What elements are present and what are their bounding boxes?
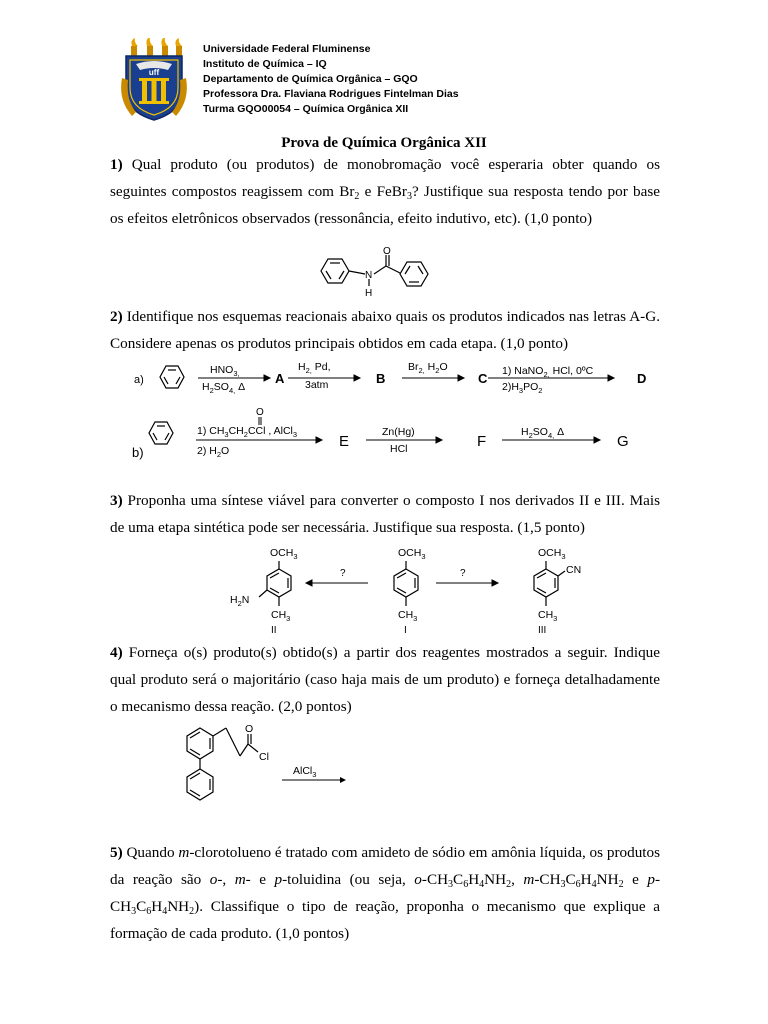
- header-class: Turma GQO00054 – Química Orgânica XII: [203, 103, 409, 115]
- exam-title: Prova de Química Orgânica XII: [281, 135, 487, 151]
- compound-I-label: I: [404, 625, 407, 636]
- compound-II-label: II: [271, 625, 277, 636]
- reagent-a3-top: $Br_{2,}$ $H_2O$: [408, 361, 448, 375]
- q3-I-och3: $OCH_3$: [398, 547, 426, 561]
- product-G: G: [617, 433, 629, 450]
- scheme-b-label: b): [132, 445, 144, 460]
- product-D: D: [637, 371, 647, 386]
- question-4-number: 4): [110, 644, 123, 661]
- q3-I-ch3: $CH_3$: [398, 609, 418, 623]
- q3-III-och3: $OCH_3$: [538, 547, 566, 561]
- q1-text-part: Qual produto (ou produtos) de monobromação você esperaria obter quando os seguintes compostos reagissem com Br: [110, 156, 660, 200]
- reagent-b1-top: 1) $CH_3CH_2CCl$ , AlCl$_3$: [197, 425, 298, 439]
- product-F: F: [477, 433, 487, 450]
- question-1-number: 1): [110, 156, 123, 173]
- reagent-a4-top: 1) NaNO$_{2,}$ HCl, 0ºC: [502, 365, 594, 379]
- q3-question-left: ?: [340, 568, 346, 579]
- q3-III-ch3: $CH_3$: [538, 609, 558, 623]
- question-2-number: 2): [110, 308, 123, 325]
- q3-II-ch3: $CH_3$: [271, 609, 291, 623]
- q3-III-nitrile: CN: [566, 564, 582, 576]
- scheme-a-label: a): [134, 374, 144, 386]
- q1-benzanilide-structure: [310, 244, 460, 300]
- logo-text: uff: [148, 68, 160, 77]
- q4-biphenyl-acyl-chloride: [170, 722, 360, 812]
- product-A: A: [275, 371, 285, 386]
- acyl-oxygen: O: [256, 407, 264, 418]
- reagent-a1-top: $HNO_{3,}$: [210, 364, 240, 378]
- product-C: C: [478, 371, 488, 386]
- question-3-number: 3): [110, 492, 123, 509]
- question-5-text: 5) Quando m-clorotolueno é tratado com amideto de sódio em amônia líquida, os produtos da reação são o-, m- e p-toluidina (ou seja, $o-CH_3C_6H_4NH_2$, $m-CH_3C_6H_4NH_2$ e $p-CH_3C_6H_4NH_2$). Classifique o tipo de reação, proponha o mecanismo que explique a formação de cada produto. (1,0 pontos): [110, 844, 661, 942]
- compound-III-label: III: [538, 625, 547, 636]
- q3-II-och3: $OCH_3$: [270, 547, 298, 561]
- product-B: B: [376, 371, 386, 386]
- q2-text: Identifique nos esquemas reacionais abaixo quais os produtos indicados nas letras A-G. Considere apenas os produtos principais obtidos em cada etapa. (1,0 ponto): [110, 308, 660, 352]
- reagent-b1-bottom: 2) $H_2O$: [197, 445, 230, 459]
- reagent-a2-bottom: 3atm: [305, 379, 329, 391]
- reagent-a2-top: $H_{2,}$ Pd,: [298, 361, 331, 375]
- header-department: Departamento de Química Orgânica – GQO: [203, 73, 418, 85]
- reagent-b3-top: $H_2SO_{4,}$ Δ: [521, 426, 565, 440]
- q3-structures: [222, 543, 602, 638]
- scheme-a: [120, 358, 680, 408]
- reagent-a1-bottom: $H_2SO_{4,}$ Δ: [202, 381, 246, 395]
- header-institute: Instituto de Química – IQ: [203, 58, 327, 70]
- header-university: Universidade Federal Fluminense: [203, 43, 371, 55]
- question-3-text: [110, 487, 660, 541]
- reagent-b2-bottom: HCl: [390, 443, 408, 455]
- reagent-b2-top: Zn(Hg): [382, 426, 415, 438]
- header-professor: Professora Dra. Flaviana Rodrigues Fintelman Dias: [203, 88, 459, 100]
- atom-oxygen: O: [383, 246, 391, 257]
- header-block: [203, 42, 459, 117]
- reagent-a4-bottom: $2)H_3PO_2$: [502, 381, 543, 395]
- q4-oxygen: O: [245, 723, 254, 735]
- q1-sub: 2: [354, 191, 360, 202]
- question-4-text: [110, 639, 660, 720]
- q3-II-amine: $H_2N$: [230, 594, 250, 608]
- q4-chlorine: Cl: [259, 751, 269, 763]
- q3-question-right: ?: [460, 568, 466, 579]
- product-E: E: [339, 433, 350, 450]
- question-2-text: [110, 303, 660, 357]
- q4-reagent: AlCl$_3$: [293, 765, 317, 779]
- scheme-b: [120, 404, 680, 466]
- atom-hydrogen: H: [365, 288, 373, 299]
- question-5-number: 5): [110, 844, 123, 861]
- university-crest-logo: [118, 38, 190, 122]
- q4-text: Forneça o(s) produto(s) obtido(s) a partir dos reagentes mostrados a seguir. Indique qual produto será o majoritário (caso haja mais de um produto) e forneça detalhadamente o mecanismo dessa reação. (2,0 pontos): [110, 644, 660, 715]
- q1-text-part: e FeBr: [359, 183, 407, 200]
- q1-sub: 3: [406, 191, 412, 202]
- q1-text-part: ? Justifique sua resposta tendo por base os efeitos eletrônicos observados (ressonância, efeito indutivo, etc). (1,0 ponto): [110, 183, 660, 227]
- q3-text: Proponha uma síntese viável para converter o composto I nos derivados II e III. Mais de uma etapa sintética pode ser necessária. Justifique sua resposta. (1,5 ponto): [110, 492, 660, 536]
- question-1-text: [110, 151, 660, 232]
- atom-nitrogen: N: [365, 270, 373, 281]
